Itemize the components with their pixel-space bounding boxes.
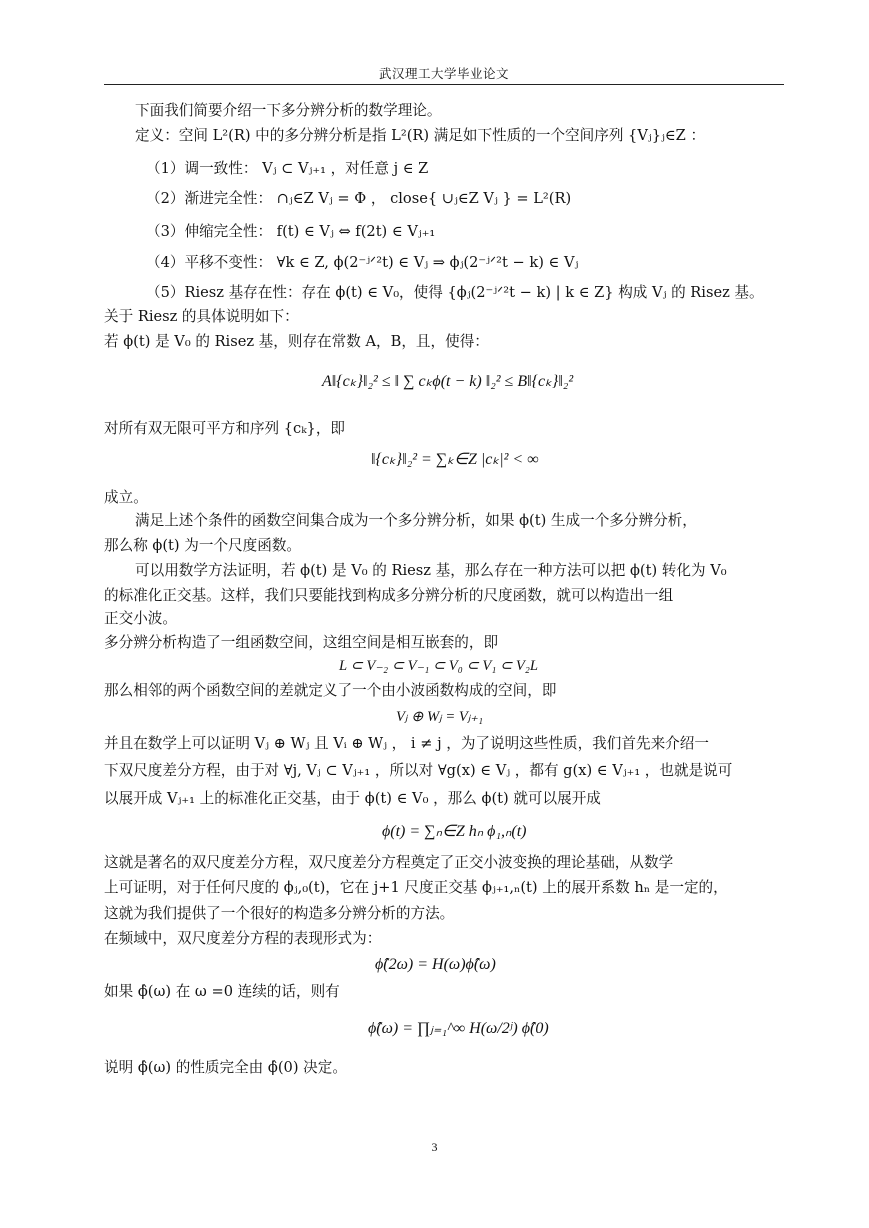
equation-direct-sum: Vⱼ ⊕ Wⱼ = Vⱼ₊₁ — [396, 709, 484, 725]
text-line: 如果 ϕ̂(ω) 在 ω =0 连续的话，则有 — [104, 983, 340, 1000]
text-line: 那么相邻的两个函数空间的差就定义了一个由小波函数构成的空间，即 — [104, 682, 557, 699]
text-line: 关于 Riesz 的具体说明如下： — [104, 308, 299, 325]
text-line: 并且在数学上可以证明 Vⱼ ⊕ Wⱼ 且 Vᵢ ⊕ Wⱼ ， i ≠ j ，为了说明这些性质，我们首先来介绍一 — [104, 735, 709, 752]
text-line: 说明 ϕ̂(ω) 的性质完全由 ϕ̂(0) 决定。 — [104, 1059, 347, 1076]
equation-riesz-bound: A‖{cₖ}‖₂² ≤ ‖ ∑ cₖϕ(t − k) ‖₂² ≤ B‖{cₖ}‖₂² — [322, 373, 574, 390]
text-line: 多分辨分析构造了一组函数空间，这组空间是相互嵌套的，即 — [104, 634, 499, 651]
text-line: 以展开成 Vⱼ₊₁ 上的标准化正交基，由于 ϕ(t) ∈ V₀ ，那么 ϕ(t) 就可以展开成 — [104, 790, 601, 807]
text-line: 若 ϕ(t) 是 V₀ 的 Risez 基，则存在常数 A，B，且，使得： — [104, 333, 489, 350]
equation-infinite-product: ϕ̂(ω) = ∏ⱼ₌₁^∞ H(ω/2ʲ) ϕ̂(0) — [368, 1020, 549, 1037]
text-line: 这就是著名的双尺度差分方程，双尺度差分方程奠定了正交小波变换的理论基础，从数学 — [104, 854, 674, 871]
text-line: 成立。 — [104, 489, 148, 506]
equation-l2-norm: ‖{cₖ}‖₂² = ∑ₖ∈Z |cₖ|² < ∞ — [371, 451, 539, 468]
text-line: 这就为我们提供了一个很好的构造多分辨分析的方法。 — [104, 905, 455, 922]
text-line: 下面我们简要介绍一下多分辨分析的数学理论。 — [135, 102, 442, 119]
header-rule — [104, 84, 784, 85]
list-item: （1）调一致性： Vⱼ ⊂ Vⱼ₊₁ ，对任意 j ∈ Z — [146, 160, 429, 177]
page-number: 3 — [431, 1140, 438, 1154]
equation-frequency: ϕ̂(2ω) = H(ω)ϕ̂(ω) — [375, 956, 496, 973]
text-line: 定义：空间 L²(R) 中的多分辨分析是指 L²(R) 满足如下性质的一个空间序列 {Vⱼ}ⱼ∈Z ： — [135, 127, 706, 144]
list-item: （4）平移不变性： ∀k ∈ Z, ϕ(2⁻ʲᐟ²t) ∈ Vⱼ ⇒ ϕⱼ(2⁻ʲᐟ²t − k) ∈ Vⱼ — [146, 254, 579, 271]
equation-two-scale: ϕ(t) = ∑ₙ∈Z hₙ ϕ₁,ₙ(t) — [382, 823, 527, 840]
text-line: 可以用数学方法证明，若 ϕ(t) 是 V₀ 的 Riesz 基，那么存在一种方法可以把 ϕ(t) 转化为 V₀ — [135, 562, 727, 579]
text-line: 在频域中，双尺度差分方程的表现形式为： — [104, 930, 382, 947]
text-line: 的标准化正交基。这样，我们只要能找到构成多分辨分析的尺度函数，就可以构造出一组 — [104, 587, 674, 604]
text-line: 那么称 ϕ(t) 为一个尺度函数。 — [104, 537, 302, 554]
equation-nested-spaces: L ⊂ V₋₂ ⊂ V₋₁ ⊂ V₀ ⊂ V₁ ⊂ V₂L — [339, 658, 538, 674]
text-line: 上可证明，对于任何尺度的 ϕⱼ,₀(t)，它在 j+1 尺度正交基 ϕⱼ₊₁,ₙ(t) 上的展开系数 hₙ 是一定的， — [104, 879, 728, 896]
list-item: （3）伸缩完全性： f(t) ∈ Vⱼ ⇔ f(2t) ∈ Vⱼ₊₁ — [146, 223, 436, 240]
list-item: （5）Riesz 基存在性：存在 ϕ(t) ∈ V₀，使得 {ϕⱼ(2⁻ʲᐟ²t − k) | k ∈ Z} 构成 Vⱼ 的 Risez 基。 — [146, 284, 764, 301]
list-item: （2）渐进完全性： ∩ⱼ∈Z Vⱼ = Φ ， close{ ∪ⱼ∈Z Vⱼ } = L²(R) — [146, 190, 572, 207]
text-line: 满足上述个条件的函数空间集合成为一个多分辨分析，如果 ϕ(t) 生成一个多分辨分析， — [135, 512, 697, 529]
text-line: 下双尺度差分方程，由于对 ∀j, Vⱼ ⊂ Vⱼ₊₁ ，所以对 ∀g(x) ∈ Vⱼ ，都有 g(x) ∈ Vⱼ₊₁ ，也就是说可 — [104, 762, 733, 779]
text-line: 正交小波。 — [104, 610, 177, 627]
text-line: 对所有双无限可平方和序列 {cₖ}，即 — [104, 420, 346, 437]
running-header: 武汉理工大学毕业论文 — [378, 66, 509, 81]
